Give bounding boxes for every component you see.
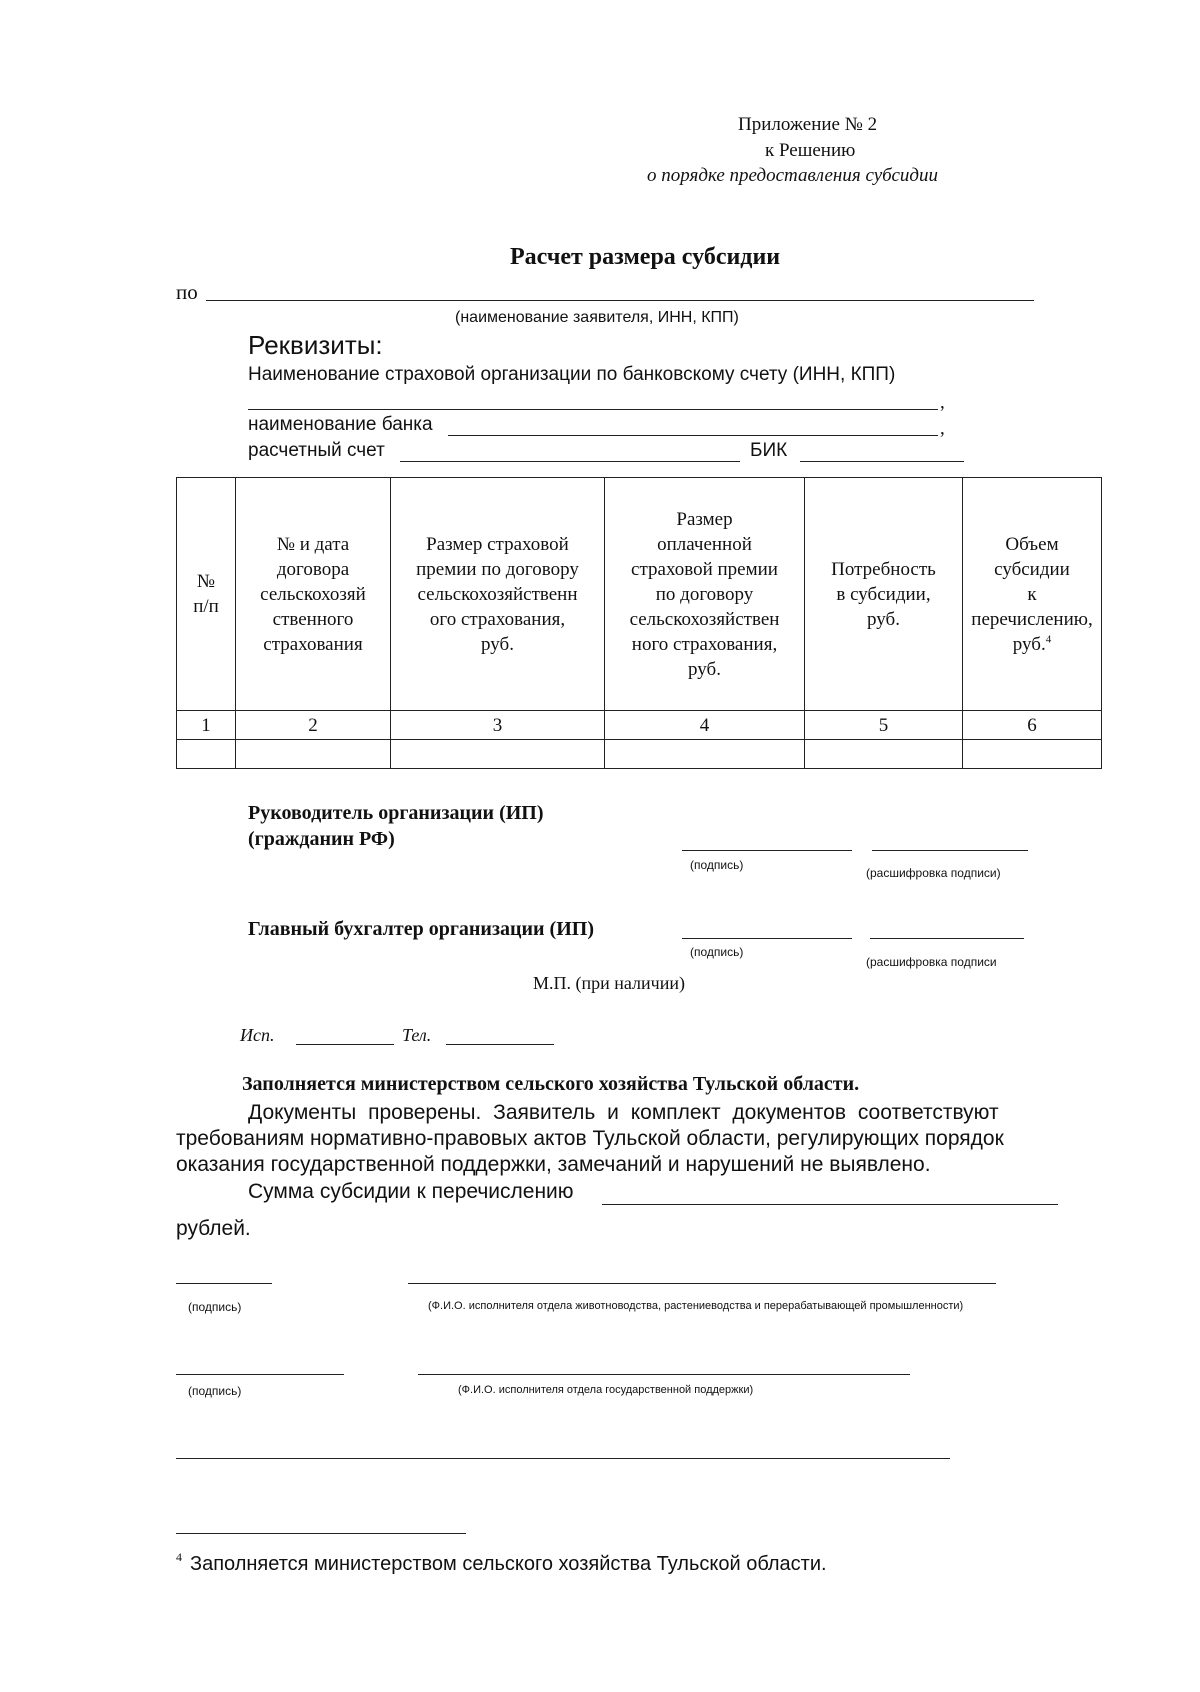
appendix-number: Приложение № 2	[738, 114, 878, 135]
head-decode-caption: (расшифровка подписи)	[866, 866, 1001, 880]
signoff2-fio-line[interactable]	[418, 1374, 910, 1375]
rubles-label: рублей.	[176, 1217, 251, 1240]
signoff1-signature-line[interactable]	[176, 1283, 272, 1284]
table-cell: 5	[805, 711, 963, 740]
sum-line[interactable]	[602, 1204, 1058, 1205]
account-line[interactable]	[400, 461, 740, 462]
signoff1-fio-line[interactable]	[408, 1283, 996, 1284]
bik-label: БИК	[750, 440, 788, 461]
table-cell: 3	[391, 711, 605, 740]
table-cell: 2	[236, 711, 391, 740]
table-cell-input[interactable]	[605, 740, 805, 769]
page-title: Расчет размера субсидии	[510, 244, 781, 270]
table-cell: 1	[177, 711, 236, 740]
insurer-line[interactable]	[248, 409, 938, 410]
table-cell-input[interactable]	[177, 740, 236, 769]
ministry-heading: Заполняется министерством сельского хозяйства Тульской области.	[242, 1073, 860, 1095]
table-cell-input[interactable]	[391, 740, 605, 769]
col-header-premium: Размер страховой премии по договору сельскохозяйственн ого страхования, руб.	[391, 478, 605, 711]
signoff1-sign-caption: (подпись)	[188, 1300, 242, 1314]
bank-line[interactable]	[448, 435, 938, 436]
table-number-row	[177, 711, 1102, 740]
head-sign-caption: (подпись)	[690, 858, 744, 872]
footnote-ref: 4	[1045, 633, 1052, 646]
appendix-decision: к Решению	[765, 140, 856, 161]
ministry-para-line3: оказания государственной поддержки, замечаний и нарушений не выявлено.	[176, 1153, 931, 1176]
applicant-caption: (наименование заявителя, ИНН, КПП)	[455, 309, 739, 326]
footnote-mark: 4	[176, 1550, 182, 1564]
signoff2-signature-line[interactable]	[176, 1374, 344, 1375]
bank-comma: ,	[940, 418, 945, 439]
requisites-heading: Реквизиты:	[248, 330, 383, 360]
table-cell-input[interactable]	[236, 740, 391, 769]
accountant-decode-caption: (расшифровка подписи	[866, 955, 997, 969]
insurer-label: Наименование страховой организации по банковскому счету (ИНН, КПП)	[248, 364, 896, 385]
bank-label: наименование банка	[248, 414, 433, 435]
accountant-decode-line[interactable]	[870, 938, 1024, 939]
col-header-contract: № и дата договора сельскохозяй ственного страхования	[236, 478, 391, 711]
col-header-number: № п/п	[177, 478, 236, 711]
bik-line[interactable]	[800, 461, 964, 462]
insurer-comma: ,	[940, 392, 945, 413]
po-label: по	[176, 280, 198, 304]
appendix-subject: о порядке предоставления субсидии	[647, 165, 939, 186]
head-decode-line[interactable]	[872, 850, 1028, 851]
table-cell: 6	[963, 711, 1102, 740]
table-cell: 4	[605, 711, 805, 740]
accountant-label: Главный бухгалтер организации (ИП)	[248, 918, 594, 940]
table-row	[177, 740, 1102, 769]
head-signature-line[interactable]	[682, 850, 852, 851]
applicant-name-line[interactable]	[206, 300, 1034, 301]
subsidy-calculation-table	[176, 477, 1102, 769]
stamp-label: М.П. (при наличии)	[533, 973, 685, 993]
head-label: Руководитель организации (ИП)	[248, 802, 544, 824]
col-header-volume: Объем субсидии к перечислению, руб.$^4$	[963, 478, 1102, 711]
sum-label: Сумма субсидии к перечислению	[248, 1180, 574, 1203]
table-cell-input[interactable]	[805, 740, 963, 769]
signoff2-sign-caption: (подпись)	[188, 1384, 242, 1398]
signoff1-fio-caption: (Ф.И.О. исполнителя отдела животноводства, растениеводства и перерабатывающей промышленности)	[428, 1300, 964, 1312]
tel-label: Тел.	[402, 1025, 432, 1045]
extra-line[interactable]	[176, 1458, 950, 1459]
isp-label: Исп.	[240, 1025, 275, 1045]
footnote-text: Заполняется министерством сельского хозяйства Тульской области.	[190, 1553, 827, 1575]
table-cell-input[interactable]	[963, 740, 1102, 769]
signoff2-fio-caption: (Ф.И.О. исполнителя отдела государственной поддержки)	[458, 1384, 754, 1396]
isp-line[interactable]	[296, 1044, 394, 1045]
tel-line[interactable]	[446, 1044, 554, 1045]
col-header-paid-premium: Размер оплаченной страховой премии по договору сельскохозяйствен ного страхования, руб.	[605, 478, 805, 711]
account-label: расчетный счет	[248, 440, 385, 461]
head-citizen-label: (гражданин РФ)	[248, 828, 395, 850]
ministry-para-line1: Документы проверены. Заявитель и комплект документов соответствуют	[248, 1101, 999, 1124]
footnote-separator	[176, 1533, 466, 1534]
accountant-sign-caption: (подпись)	[690, 945, 744, 959]
col-header-need: Потребность в субсидии, руб.	[805, 478, 963, 711]
ministry-para-line2: требованиям нормативно-правовых актов Тульской области, регулирующих порядок	[176, 1127, 1004, 1150]
accountant-signature-line[interactable]	[682, 938, 852, 939]
table-header-row	[177, 478, 1102, 711]
